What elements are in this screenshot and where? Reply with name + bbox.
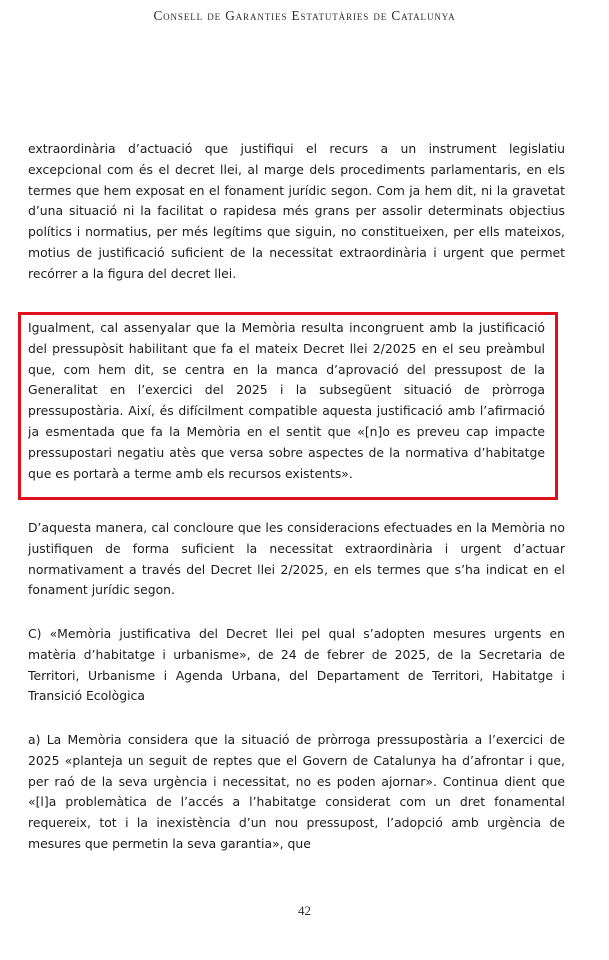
paragraph-1: extraordinària d’actuació que justifiqui el recurs a un instrument legislatiu excepcional com és el decret llei, al marge dels procediments parlamentaris, en els termes que hem exposat en el fonament jurídic segon. Com ja hem dit, ni la gravetat d’una situació ni la facilitat o rapidesa més grans per assolir determinats objectius polítics i normatius, per més legítims que siguin, no constitueixen, per ells mateixos, motius de justificació suficient de la necessitat extraordinària i urgent que permet recórrer a la figura del decret llei. xyxy=(28,141,565,281)
document-header: Consell de Garanties Estatutàries de Catalunya xyxy=(153,8,456,23)
paragraph-2-highlighted: Igualment, cal assenyalar que la Memòria resulta incongruent amb la justificació del pressupòsit habilitant que fa el mateix Decret llei 2/2025 en el seu preàmbul que, com hem dit, se centra en la manca d’aprovació del pressupost de la Generalitat en l’exercici del 2025 i la subsegüent situació de pròrroga pressupostària. Així, és difícilment compatible aquesta justificació amb l’afirmació ja esmentada que fa la Memòria en el sentit que «[n]o es preveu cap impacte pressupostari negatiu atès que versa sobre aspectes de la normativa d’habitatge que es portarà a terme amb els recursos existents». xyxy=(28,320,545,481)
paragraph-4: C) «Memòria justificativa del Decret llei pel qual s’adopten mesures urgents en matèria d’habitatge i urbanisme», de 24 de febrer de 2025, de la Secretaria de Territori, Urbanisme i Agenda Urbana, del Departament de Territori, Habitatge i Transició Ecològica xyxy=(28,626,565,704)
paragraph-3: D’aquesta manera, cal concloure que les consideracions efectuades en la Memòria no justifiquen de forma suficient la necessitat extraordinària i urgent d’actuar normativament a través del Decret llei 2/2025, en els termes que s’ha indicat en el fonament jurídic segon. xyxy=(28,520,565,598)
page-number: 42 xyxy=(298,903,311,918)
paragraph-5: a) La Memòria considera que la situació de pròrroga pressupostària a l’exercici de 2025 «planteja un seguit de reptes que el Govern de Catalunya ha d’afrontar i que, per raó de la seva urgència i necessitat, no es poden ajornar». Continua dient que «[l]a problemàtica de l’accés a l’habitatge considerat com un dret fonamental requereix, tot i la inexistència d’un nou pressupost, l’adopció amb urgència de mesures que permetin la seva garantia», que xyxy=(28,732,565,851)
